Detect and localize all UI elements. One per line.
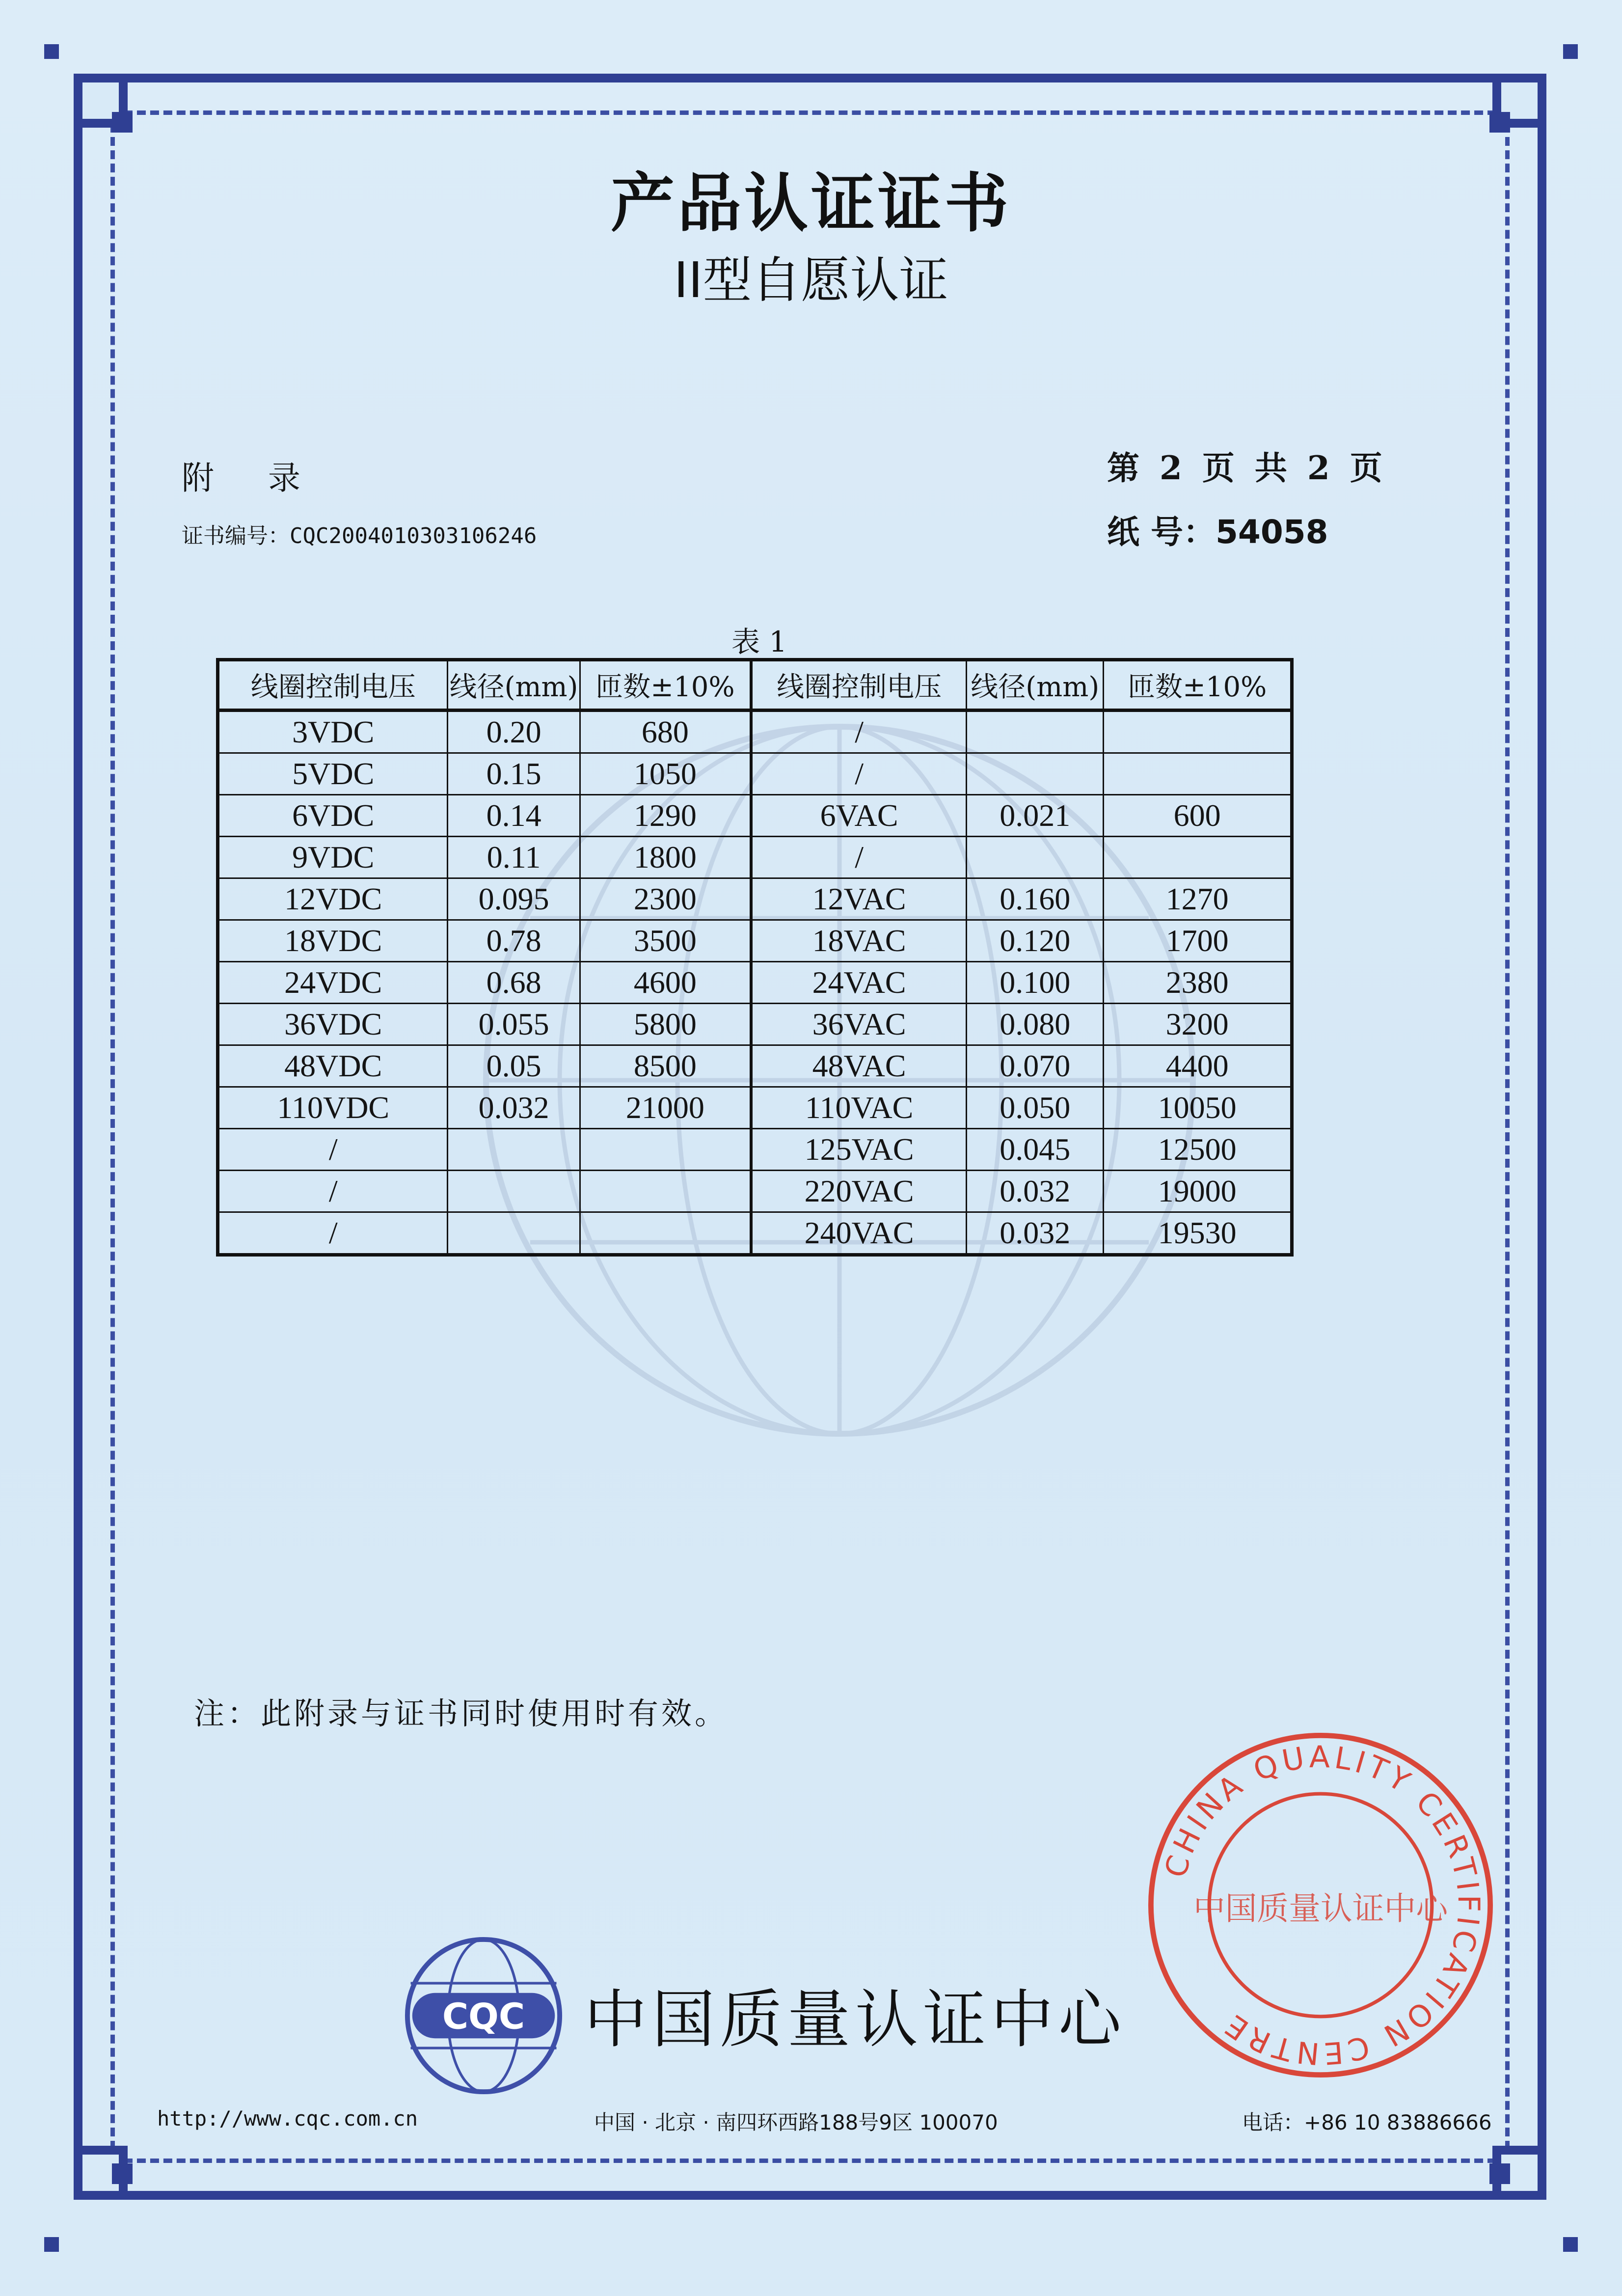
table-cell: 3200 — [1104, 1004, 1292, 1045]
table-cell: 2380 — [1104, 962, 1292, 1004]
appendix-label: 附录 — [182, 459, 354, 497]
table-cell: 0.070 — [967, 1045, 1104, 1087]
table-cell: 1700 — [1104, 920, 1292, 962]
paper-number-value: 54058 — [1215, 513, 1328, 551]
footer-phone: 电话：+86 10 83886666 — [1242, 2110, 1492, 2134]
table-row — [218, 795, 1292, 837]
table-row — [218, 1087, 1292, 1129]
corner-square — [1489, 2163, 1510, 2184]
table-cell: 36VDC — [218, 1004, 448, 1045]
table-cell: 0.032 — [967, 1212, 1104, 1255]
paper-number — [1107, 506, 1328, 552]
table-cell: 0.045 — [967, 1129, 1104, 1171]
table-cell: 0.78 — [448, 920, 580, 962]
table-cell — [448, 1171, 580, 1212]
validity-note: 注：此附录与证书同时使用时有效。 — [194, 1695, 729, 1731]
table-cell: 12VAC — [751, 878, 967, 920]
cqc-logo-icon — [403, 1935, 565, 2097]
table-row — [218, 920, 1292, 962]
table-cell: 24VDC — [218, 962, 448, 1004]
paper-number-label: 纸 号： — [1107, 513, 1216, 551]
column-header: 线圈控制电压 — [751, 660, 967, 711]
coil-spec-table — [216, 658, 1294, 1257]
table-cell: 9VDC — [218, 837, 448, 878]
svg-text:中国质量认证中心: 中国质量认证中心 — [1193, 1890, 1448, 1927]
table-cell: 0.055 — [448, 1004, 580, 1045]
certificate-number: 证书编号：CQC2004010303106246 — [182, 523, 537, 548]
table-cell: 1800 — [580, 837, 751, 878]
table-row — [218, 1129, 1292, 1171]
table-cell: 4400 — [1104, 1045, 1292, 1087]
table-cell: 600 — [1104, 795, 1292, 837]
table-cell: 0.68 — [448, 962, 580, 1004]
footer-url[interactable]: http://www.cqc.com.cn — [157, 2106, 418, 2131]
table-cell: / — [751, 711, 967, 753]
table-cell: 0.021 — [967, 795, 1104, 837]
organization-name: 中国质量认证中心 — [584, 1983, 1127, 2056]
table-cell: 240VAC — [751, 1212, 967, 1255]
table-cell: 0.15 — [448, 753, 580, 795]
footer-address: 中国 · 北京 · 南四环西路188号9区 100070 — [594, 2110, 998, 2134]
table-cell: 24VAC — [751, 962, 967, 1004]
table-row — [218, 1212, 1292, 1255]
corner-square — [44, 2237, 59, 2252]
page-info: 第 2 页 共 2 页 — [1107, 449, 1382, 487]
table-cell: 0.095 — [448, 878, 580, 920]
table-cell — [580, 1129, 751, 1171]
table-cell: 125VAC — [751, 1129, 967, 1171]
table-cell: 3VDC — [218, 711, 448, 753]
table-cell: 0.120 — [967, 920, 1104, 962]
table-row — [218, 962, 1292, 1004]
table-cell — [580, 1171, 751, 1212]
table-cell: 8500 — [580, 1045, 751, 1087]
table-cell: / — [751, 753, 967, 795]
table-cell: 18VDC — [218, 920, 448, 962]
corner-square — [112, 2163, 133, 2184]
table-cell — [448, 1212, 580, 1255]
corner-square — [1563, 2237, 1578, 2252]
table-cell — [448, 1129, 580, 1171]
corner-square — [112, 112, 133, 133]
table-cell: 48VAC — [751, 1045, 967, 1087]
table-cell: 2300 — [580, 878, 751, 920]
table-row — [218, 878, 1292, 920]
certification-seal-stamp — [1144, 1728, 1497, 2082]
table-cell: 0.050 — [967, 1087, 1104, 1129]
table-cell: 3500 — [580, 920, 751, 962]
table-cell — [1104, 837, 1292, 878]
table-cell — [967, 753, 1104, 795]
column-header: 线径(mm) — [448, 660, 580, 711]
table-row — [218, 711, 1292, 753]
table-cell: 0.100 — [967, 962, 1104, 1004]
certificate-subtitle: II型自愿认证 — [674, 251, 948, 309]
table-cell: 1270 — [1104, 878, 1292, 920]
table-cell — [1104, 711, 1292, 753]
table-caption: 表 1 — [731, 625, 787, 658]
table-cell: 5800 — [580, 1004, 751, 1045]
table-cell: 36VAC — [751, 1004, 967, 1045]
svg-text:CHINA QUALITY CERTIFICATION CE: CHINA QUALITY CERTIFICATION CENTRE — [1158, 1740, 1486, 2071]
table-cell: 6VDC — [218, 795, 448, 837]
table-cell: 0.14 — [448, 795, 580, 837]
table-cell: 0.032 — [967, 1171, 1104, 1212]
table-body — [218, 711, 1292, 1255]
table-cell: 19000 — [1104, 1171, 1292, 1212]
column-header: 线径(mm) — [967, 660, 1104, 711]
table-cell: 4600 — [580, 962, 751, 1004]
svg-text:CQC: CQC — [442, 1996, 525, 2038]
table-cell: 110VDC — [218, 1087, 448, 1129]
table-cell: / — [218, 1212, 448, 1255]
table-cell: 21000 — [580, 1087, 751, 1129]
table-cell — [580, 1212, 751, 1255]
certificate-title: 产品认证证书 — [610, 166, 1011, 241]
corner-square — [1563, 44, 1578, 59]
table-cell: 0.11 — [448, 837, 580, 878]
corner-square — [44, 44, 59, 59]
table-row — [218, 1004, 1292, 1045]
table-cell: 10050 — [1104, 1087, 1292, 1129]
table-cell: 19530 — [1104, 1212, 1292, 1255]
table-cell: 680 — [580, 711, 751, 753]
table-cell: 12500 — [1104, 1129, 1292, 1171]
table-cell: 220VAC — [751, 1171, 967, 1212]
table-cell — [967, 711, 1104, 753]
column-header: 匝数±10% — [580, 660, 751, 711]
table-cell: 5VDC — [218, 753, 448, 795]
table-cell: 110VAC — [751, 1087, 967, 1129]
table-cell: 18VAC — [751, 920, 967, 962]
table-cell: 48VDC — [218, 1045, 448, 1087]
table-cell: 0.160 — [967, 878, 1104, 920]
table-cell — [967, 837, 1104, 878]
table-cell: / — [751, 837, 967, 878]
table-cell: 12VDC — [218, 878, 448, 920]
table-row — [218, 837, 1292, 878]
table-cell: / — [218, 1171, 448, 1212]
table-row — [218, 1045, 1292, 1087]
table-row — [218, 753, 1292, 795]
table-cell: 0.080 — [967, 1004, 1104, 1045]
table-cell: 1290 — [580, 795, 751, 837]
table-cell: / — [218, 1129, 448, 1171]
table-cell — [1104, 753, 1292, 795]
table-cell: 6VAC — [751, 795, 967, 837]
table-cell: 0.20 — [448, 711, 580, 753]
table-cell: 1050 — [580, 753, 751, 795]
column-header: 线圈控制电压 — [218, 660, 448, 711]
table-cell: 0.032 — [448, 1087, 580, 1129]
table-cell: 0.05 — [448, 1045, 580, 1087]
column-header: 匝数±10% — [1104, 660, 1292, 711]
corner-square — [1489, 112, 1510, 133]
table-row — [218, 1171, 1292, 1212]
table-header-row — [218, 660, 1292, 711]
